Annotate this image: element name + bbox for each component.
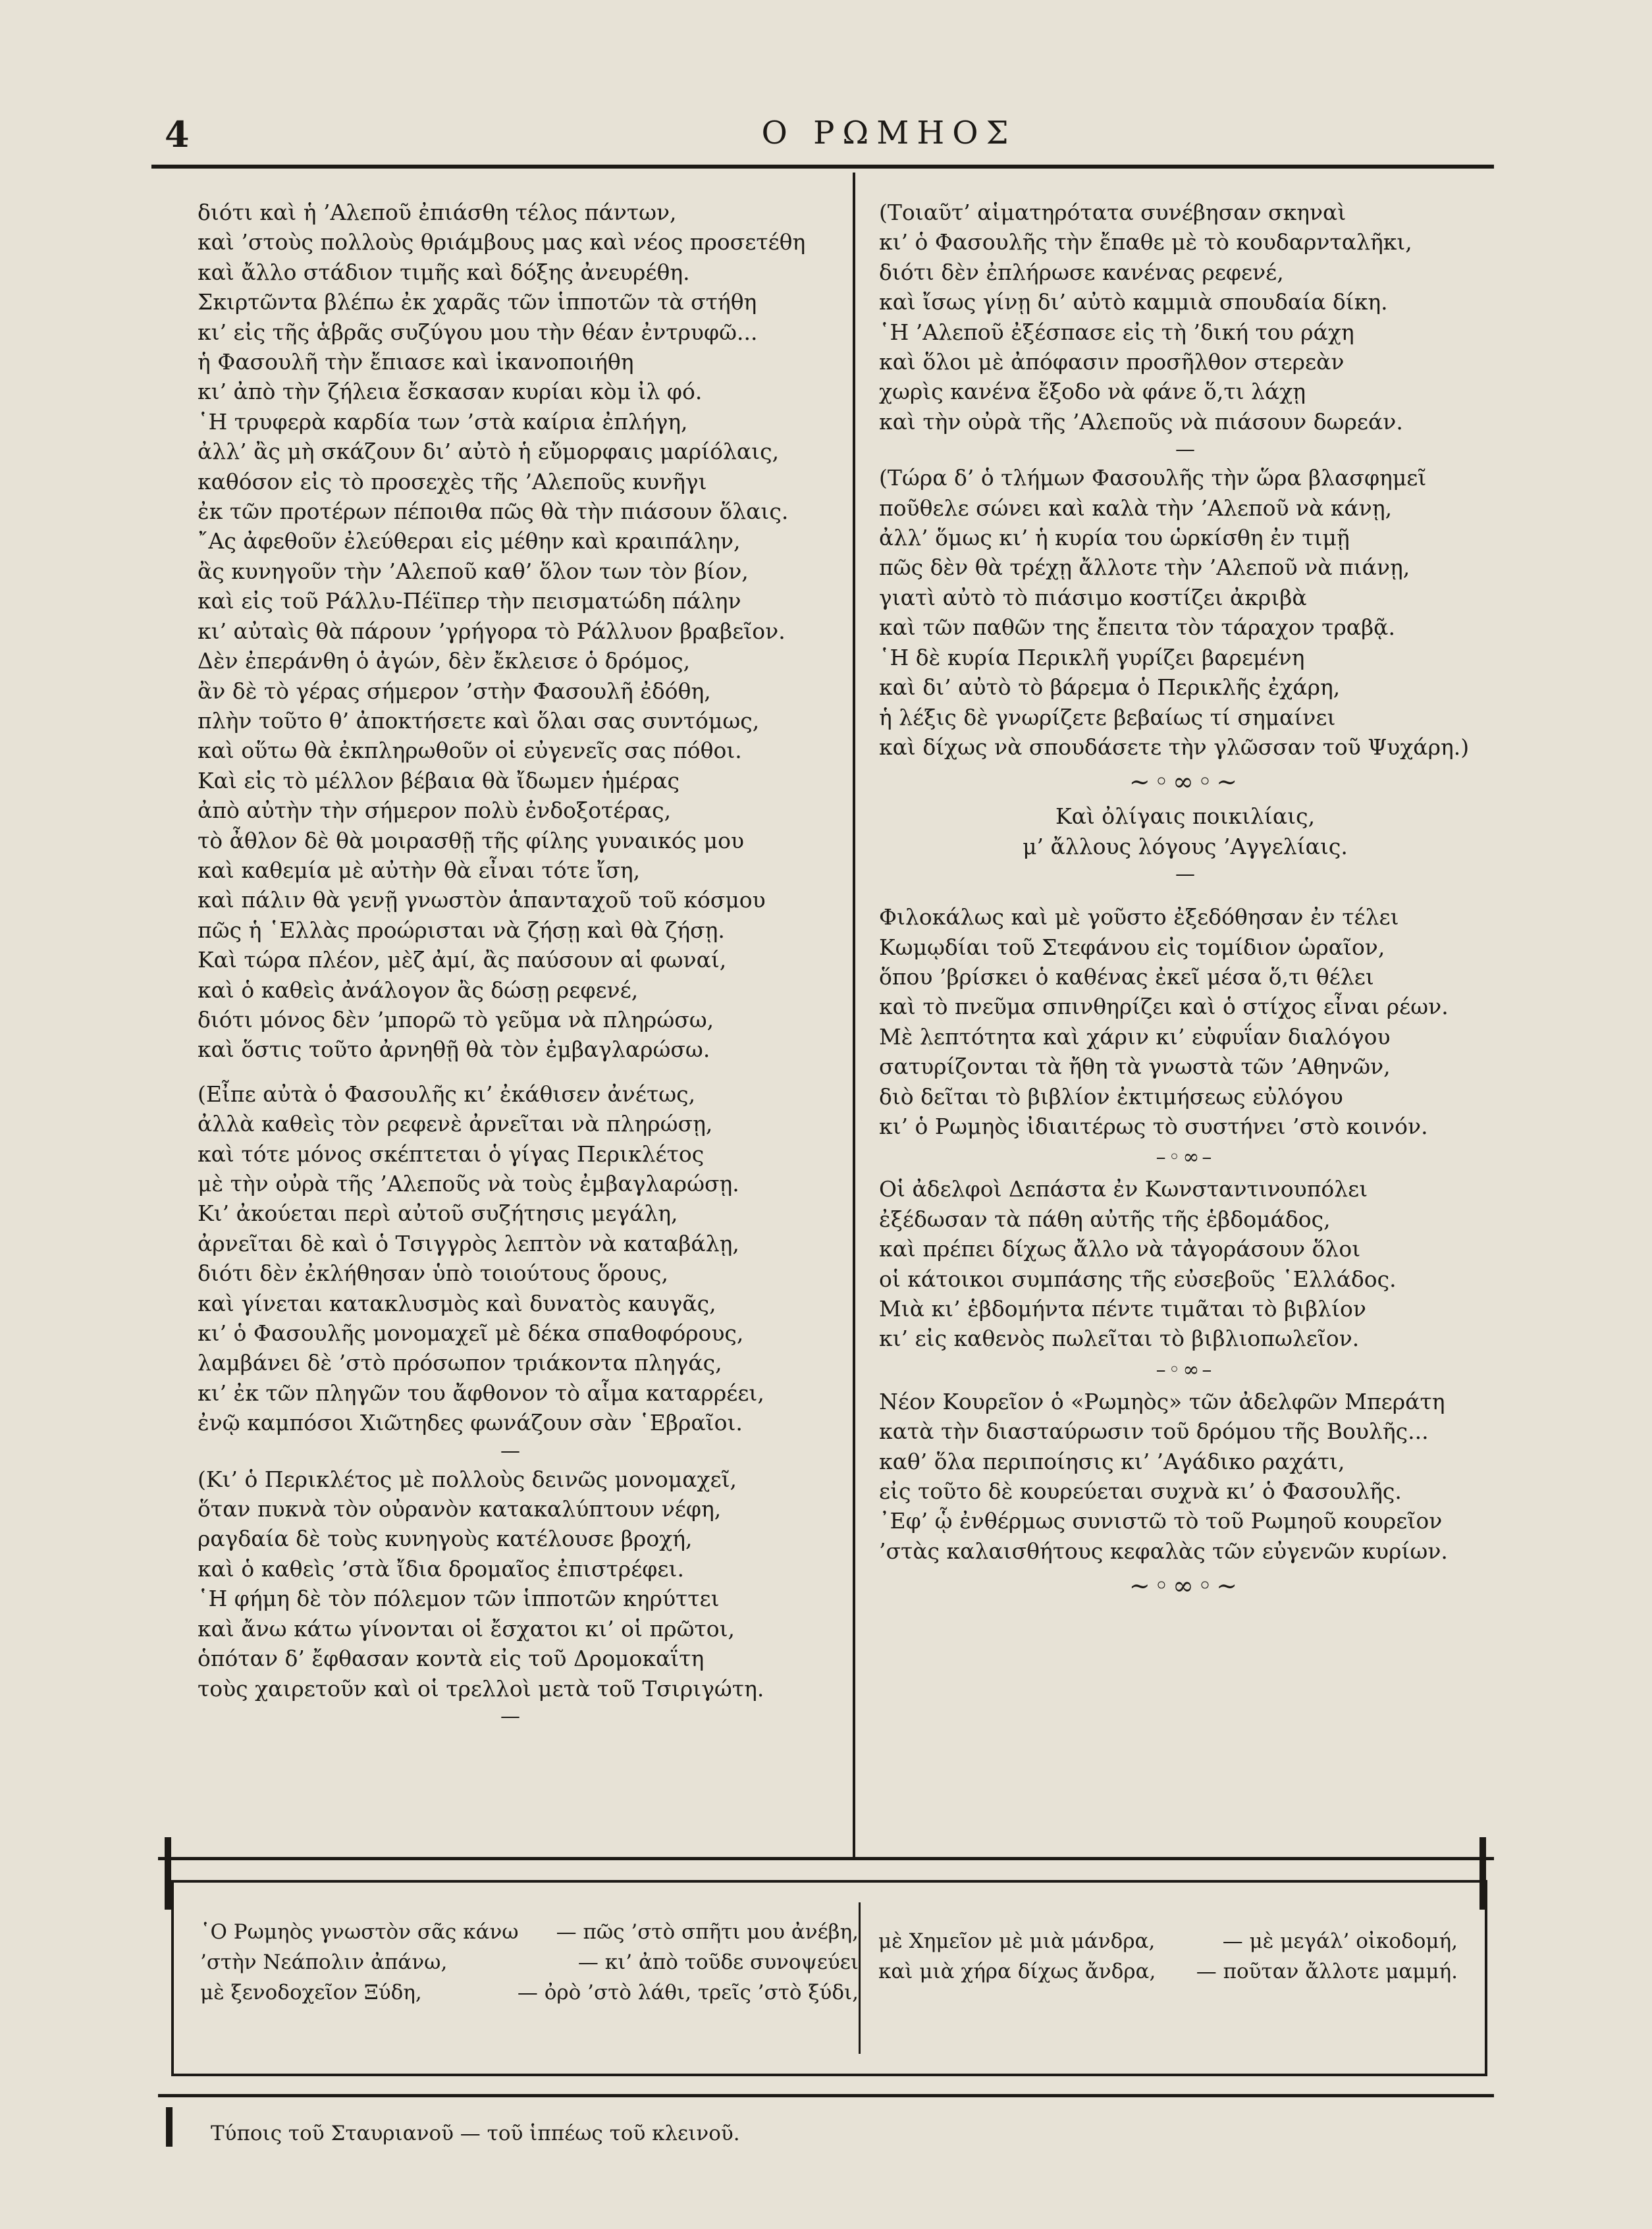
- text-line: (Εἶπε αὐτὰ ὁ Φασουλῆς κι’ ἐκάθισεν ἀνέτως,: [198, 1081, 696, 1107]
- section-dash: —: [500, 1704, 520, 1728]
- text-line: μὲ τὴν οὐρὰ τῆς ’Αλεπoῦς νὰ τοὺς ἐμβαγλαρώσῃ.: [198, 1171, 739, 1196]
- text-line: Καὶ τώρα πλέον, μὲζ ἀμί, ἂς παύσουν αἱ φωναί,: [198, 947, 727, 973]
- advertisement-right: [878, 1926, 1458, 1987]
- section-dash: —: [500, 1439, 520, 1463]
- section-dash: —: [1175, 863, 1195, 886]
- text-line: ἂς κυνηγοῦν τὴν ’Αλεπoῦ καθ’ ὅλον των τὸν βίον,: [198, 558, 749, 584]
- text-line: χωρὶς κανένα ἔξοδο νὰ φάνε ὅ,τι λάχῃ: [879, 379, 1306, 405]
- text-line: διὸ δεῖται τὸ βιβλίον ἐκτιμήσεως εὐλόγου: [879, 1083, 1343, 1110]
- text-line: οἱ κάτοικοι συμπάσης τῆς εὐσεβοῦς ῾Ελλάδος.: [879, 1266, 1397, 1292]
- text-line: κατὰ τὴν διασταύρωσιν τοῦ δρόμου τῆς Βουλῆς...: [879, 1418, 1429, 1445]
- text-line: ἀρνεῖται δὲ καὶ ὁ Τσιγγρὸς λεπτὸν νὰ καταβάλῃ,: [198, 1230, 739, 1256]
- text-line: ῾Η τρυφερὰ καρδία των ’στὰ καίρια ἐπλήγη,: [198, 408, 688, 435]
- advertisement-row: [200, 1917, 859, 1947]
- text-line: ἀλλ’ ἂς μὴ σκάζουν δι’ αὐτὸ ἡ εὔμορφαις μαρίόλαις,: [198, 439, 780, 465]
- text-line: ὁπόταν δ’ ἔφθασαν κοντὰ εἰς τοῦ Δρομοκαΐτη: [198, 1646, 705, 1672]
- text-line: κι’ ὁ Ρωμηὸς ἰδιαιτέρως τὸ συστήνει ’στὸ κοινόν.: [879, 1113, 1428, 1139]
- text-line: ’στὰς καλαισθήτους κεφαλὰς τῶν εὐγενῶν κυρίων.: [879, 1538, 1448, 1564]
- left-column: [198, 198, 823, 1730]
- text-line: μ’ ἄλλους λόγους ’Αγγελίαις.: [1023, 833, 1348, 859]
- right-column: [879, 198, 1491, 1605]
- left-stanza-3: [198, 1464, 823, 1704]
- text-line: καὶ ὁ καθεὶς ἀνάλογον ἂς δώσῃ ρεφενέ,: [198, 977, 639, 1003]
- printer-imprint: Τύποις τοῦ Σταυριανοῦ — τοῦ ἱππέως τοῦ κλεινοῦ.: [211, 2122, 740, 2145]
- text-line: καὶ πρέπει δίχως ἄλλο νὰ τἀγοράσουν ὅλοι: [879, 1236, 1361, 1262]
- text-line: ἐνῷ καμπόσοι Χιῶτηδες φωνάζουν σὰν ῾Εβραῖοι.: [198, 1410, 743, 1436]
- text-line: ῾Η φήμη δὲ τὸν πόλεμον τῶν ἱπποτῶν κηρύττει: [198, 1586, 720, 1612]
- text-line: κι’ ὁ Φασουλῆς μονομαχεῖ μὲ δέκα σπαθοφόρους,: [198, 1320, 744, 1347]
- column-divider: [853, 173, 855, 1858]
- text-line: ἡ λέξις δὲ γνωρίζετε βεβαίως τί σημαίνει: [879, 704, 1336, 730]
- text-line: σατυρίζονται τὰ ἤθη τὰ γνωστὰ τῶν ’Αθηνῶν,: [879, 1054, 1391, 1080]
- text-line: ῾Η δὲ κυρία Περικλῆ γυρίζει βαρεμένη: [879, 644, 1305, 670]
- text-line: καὶ τὴν οὐρὰ τῆς ’Αλεπoῦς νὰ πιάσουν δωρεάν.: [879, 408, 1403, 435]
- text-line: ραγδαία δὲ τοὺς κυνηγοὺς κατέλουσε βροχή,: [198, 1526, 693, 1552]
- text-line: διότι μόνος δὲν ’μπορῶ τὸ γεῦμα νὰ πληρώσω,: [198, 1006, 714, 1033]
- text-line: κι’ ὁ Φασουλῆς τὴν ἔπαθε μὲ τὸ κουδαρνταλῆκι,: [879, 229, 1412, 255]
- advertisement-text: καὶ μιὰ χήρα δίχως ἄνδρα,: [878, 1960, 1156, 1983]
- advertisement-row: [878, 1956, 1458, 1987]
- text-line: καὶ ’στοὺς πολλοὺς θριάμβους μας καὶ νέος προσετέθη: [198, 229, 806, 255]
- text-line: διότι δὲν ἐκλήθησαν ὑπὸ τοιούτους ὅρους,: [198, 1260, 668, 1287]
- masthead-title: Ο ΡΩΜΗΟΣ: [761, 115, 1017, 151]
- text-line: λαμβάνει δὲ ’στὸ πρόσωπον τριάκοντα πληγάς,: [198, 1350, 722, 1376]
- advertisement-left: [200, 1917, 859, 2008]
- text-line: καὶ τῶν παθῶν της ἔπειτα τὸν τάραχον τραβᾷ.: [879, 614, 1395, 641]
- text-line: ὅπου ’βρίσκει ὁ καθένας ἐκεῖ μέσα ὅ,τι θέλει: [879, 963, 1374, 990]
- text-line: Καὶ εἰς τὸ μέλλον βέβαια θὰ ἴδωμεν ἡμέρας: [198, 767, 679, 793]
- section-dash: —: [1175, 438, 1195, 462]
- text-line: Κι’ ἀκούεται περὶ αὐτοῦ συζήτησις μεγάλη,: [198, 1200, 678, 1227]
- text-line: τὸ ἆθλον δὲ θὰ μοιρασθῇ τῆς φίλης γυναικός μου: [198, 827, 745, 853]
- text-line: ἂν δὲ τὸ γέρας σήμερον ’στὴν Φασουλῆ ἐδόθη,: [198, 678, 711, 704]
- text-line: ἀπὸ αὐτὴν τὴν σήμερον πολὺ ἐνδοξοτέρας,: [198, 797, 672, 824]
- text-line: διότι δὲν ἐπλήρωσε κανένας ρεφενέ,: [879, 259, 1284, 285]
- text-line: πῶς ἡ ῾Ελλὰς προώρισται νὰ ζήσῃ καὶ θὰ ζήσῃ.: [198, 917, 725, 943]
- text-line: καὶ δι’ αὐτὸ τὸ βάρεμα ὁ Περικλῆς ἐχάρη,: [879, 674, 1341, 701]
- text-line: πῶς δὲν θὰ τρέχῃ ἄλλοτε τὴν ’Αλεπoῦ νὰ πιάνῃ,: [879, 554, 1410, 581]
- frame-bar-left: [165, 1837, 171, 1910]
- text-line: καθόσον εἰς τὸ προσεχὲς τῆς ’Αλεπoῦς κυνῆγι: [198, 468, 707, 495]
- text-line: κι’ ἐκ τῶν πληγῶν του ἄφθονον τὸ αἷμα καταρρέει,: [198, 1380, 764, 1406]
- text-line: πλὴν τοῦτο θ’ ἀποκτήσετε καὶ ὅλαι σας συντόμως,: [198, 707, 760, 734]
- text-line: (Κι’ ὁ Περικλέτος μὲ πολλοὺς δεινῶς μονομαχεῖ,: [198, 1466, 737, 1492]
- text-line: καὶ ὁ καθεὶς ’στὰ ἴδια δρομαῖος ἐπιστρέφει.: [198, 1555, 684, 1582]
- text-line: καὶ ὅστις τοῦτο ἀρνηθῇ θὰ τὸν ἐμβαγλαρώσω.: [198, 1036, 710, 1063]
- ornament-divider: ~◦∞◦~: [1129, 767, 1242, 797]
- small-ornament: –◦∞–: [1156, 1146, 1215, 1169]
- box-rule-top: [158, 1857, 1494, 1860]
- advertisement-text: ῾Ο Ρωμηὸς γνωστὸν σᾶς κάνω: [200, 1920, 519, 1944]
- text-line: καθ’ ὅλα περιποίησις κι’ ’Αγάδικο ραχάτι,: [879, 1448, 1345, 1474]
- notice-1: [879, 902, 1491, 1141]
- text-line: ἐκ τῶν προτέρων πέποιθα πῶς θὰ τὴν πιάσουν ὅλαις.: [198, 498, 789, 525]
- advertisement-text: — κι’ ἀπὸ τοῦδε συνοψεύει: [577, 1950, 859, 1974]
- advertisement-text: — ὀρὸ ’στὸ λάθι, τρεῖς ’στὸ ξύδι,: [517, 1981, 859, 2004]
- right-stanza-2: [879, 463, 1491, 762]
- text-line: ἀλλ’ ὅμως κι’ ἡ κυρία του ὡρκίσθη ἐν τιμῇ: [879, 525, 1350, 551]
- text-line: καὶ ἄνω κάτω γίνονται οἱ ἔσχατοι κι’ οἱ πρῶτοι,: [198, 1615, 735, 1642]
- text-line: καὶ τὸ πνεῦμα σπινθηρίζει καὶ ὁ στίχος εἶναι ρέων.: [879, 994, 1449, 1020]
- text-line: κι’ εἰς καθενὸς πωλεῖται τὸ βιβλιοπωλεῖον.: [879, 1326, 1360, 1352]
- text-line: καὶ ὅλοι μὲ ἀπόφασιν προσῆλθον στερεὰν: [879, 349, 1345, 375]
- text-line: εἰς τοῦτο δὲ κουρεύεται συχνὰ κι’ ὁ Φασουλῆς.: [879, 1478, 1402, 1505]
- text-line: καὶ πάλιν θὰ γενῇ γνωστὸν ἁπανταχοῦ τοῦ κόσμου: [198, 887, 766, 913]
- box-divider: [859, 1902, 861, 2054]
- advertisement-box: [171, 1880, 1487, 2076]
- right-stanza-1: [879, 198, 1491, 437]
- text-line: καὶ δίχως νὰ σπουδάσετε τὴν γλῶσσαν τοῦ Ψυχάρη.): [879, 734, 1470, 760]
- advertisement-row: [200, 1977, 859, 2008]
- text-line: Δὲν ἐπεράνθη ὁ ἀγών, δὲν ἔκλεισε ὁ δρόμος,: [198, 648, 691, 674]
- text-line: Μιὰ κι’ ἑβδομήντα πέντε τιμᾶται τὸ βιβλίον: [879, 1296, 1366, 1322]
- text-line: ἀλλὰ καθεὶς τὸν ρεφενὲ ἀρνεῖται νὰ πληρώσῃ,: [198, 1111, 713, 1137]
- advertisement-row: [200, 1947, 859, 1977]
- small-ornament: –◦∞–: [1156, 1358, 1215, 1382]
- text-line: ἐξέδωσαν τὰ πάθη αὐτῆς τῆς ἑβδομάδος,: [879, 1206, 1331, 1232]
- advertisement-text: ’στὴν Νεάπολιν ἀπάνω,: [200, 1950, 448, 1974]
- text-line: ἡ Φασουλῆ τὴν ἔπιασε καὶ ἱκανοποιήθη: [198, 349, 634, 375]
- advertisement-text: μὲ Χημεῖον μὲ μιὰ μάνδρα,: [878, 1929, 1156, 1953]
- text-line: καὶ οὕτω θὰ ἐκπληρωθοῦν οἱ εὐγενεῖς σας πόθοι.: [198, 738, 742, 764]
- left-stanza-1: [198, 198, 823, 1065]
- notice-2: [879, 1174, 1491, 1353]
- text-line: καὶ ἄλλο στάδιον τιμῆς καὶ δόξης ἀνευρέθη.: [198, 259, 690, 285]
- text-line: ῾Η ’Αλεπoῦ ἐξέσπασε εἰς τὴ ’δική του ράχη: [879, 319, 1354, 345]
- advertisement-text: — πῶς ’στὸ σπῆτι μου ἀνέβη,: [556, 1920, 859, 1944]
- text-line: διότι καὶ ἡ ’Αλεπoῦ ἐπιάσθη τέλος πάντων,: [198, 200, 677, 225]
- text-line: κι’ ἀπὸ τὴν ζήλεια ἔσκασαν κυρίαι κὸμ ἰλ φό.: [198, 379, 703, 405]
- notice-3: [879, 1387, 1491, 1566]
- text-line: ῎Ας ἀφεθοῦν ἐλεύθεραι εἰς μέθην καὶ κραιπάλην,: [198, 528, 741, 554]
- text-line: (Τοιαῦτ’ αἱματηρότατα συνέβησαν σκηναὶ: [879, 200, 1346, 225]
- text-line: τοὺς χαιρετοῦν καὶ οἱ τρελλοὶ μετὰ τοῦ Τσιριγώτη.: [198, 1675, 764, 1702]
- header-rule: [151, 165, 1494, 169]
- text-line: Σκιρτῶντα βλέπω ἐκ χαρᾶς τῶν ἱπποτῶν τὰ στήθη: [198, 289, 757, 315]
- text-line: καὶ γίνεται κατακλυσμὸς καὶ δυνατὸς καυγᾶς,: [198, 1290, 716, 1316]
- text-line: Καὶ ὀλίγαις ποικιλίαις,: [1055, 803, 1316, 830]
- text-line: καὶ εἰς τοῦ Ράλλυ-Πέϊπερ τὴν πεισματώδη πάλην: [198, 588, 741, 614]
- text-line: κι’ εἰς τῆς ἁβρᾶς συζύγου μου τὴν θέαν ἐντρυφῶ...: [198, 319, 758, 345]
- text-line: κι’ αὐταὶς θὰ πάρουν ’γρήγορα τὸ Ράλλυον βραβεῖον.: [198, 618, 786, 644]
- advertisement-row: [878, 1926, 1458, 1956]
- ornament-divider: ~◦∞◦~: [1129, 1571, 1242, 1601]
- advertisement-text: μὲ ξενοδοχεῖον Ξύδη,: [200, 1981, 422, 2004]
- left-stanza-2: [198, 1079, 823, 1438]
- text-line: ποῦθελε σώνει καὶ καλὰ τὴν ’Αλεπoῦ νὰ κάνῃ,: [879, 495, 1393, 521]
- text-line: καὶ καθεμία μὲ αὐτὴν θὰ εἶναι τότε ἴση,: [198, 857, 641, 883]
- page-number: 4: [165, 113, 190, 155]
- text-line: Κωμῳδίαι τοῦ Στεφάνου εἰς τομίδιον ὡραῖον,: [879, 934, 1385, 960]
- text-line: καὶ τότε μόνος σκέπτεται ὁ γίγας Περικλέτος: [198, 1141, 705, 1167]
- text-line: Νέον Κουρεῖον ὁ «Ρωμηὸς» τῶν ἀδελφῶν Μπεράτη: [879, 1388, 1445, 1414]
- text-line: ᾿Εφ’ ᾧ ἐνθέρμως συνιστῶ τὸ τοῦ Ρωμηοῦ κουρεῖον: [879, 1508, 1443, 1534]
- text-line: ὅταν πυκνὰ τὸν οὐρανὸν κατακαλύπτουν νέφη,: [198, 1496, 722, 1522]
- text-line: γιατὶ αὐτὸ τὸ πιάσιμο κοστίζει ἀκριβὰ: [879, 584, 1307, 610]
- text-line: Φιλοκάλως καὶ μὲ γοῦστο ἐξεδόθησαν ἐν τέλει: [879, 904, 1399, 930]
- text-line: καὶ ἴσως γίνῃ δι’ αὐτὸ καμμιὰ σπουδαία δίκη.: [879, 289, 1388, 315]
- text-line: Οἱ ἀδελφοὶ Δεπάστα ἐν Κωνσταντινουπόλει: [879, 1176, 1368, 1202]
- advertisement-text: — μὲ μεγάλ’ οἰκοδομή,: [1222, 1929, 1458, 1953]
- box-rule-bottom: [158, 2094, 1494, 2097]
- text-line: Μὲ λεπτότητα καὶ χάριν κι’ εὐφυΐαν διαλόγου: [879, 1023, 1391, 1050]
- advertisement-text: — ποῦταν ἄλλοτε μαμμή.: [1196, 1960, 1458, 1983]
- imprint-bar: [166, 2107, 173, 2147]
- couplet: [879, 801, 1491, 861]
- text-line: (Τώρα δ’ ὁ τλήμων Φασουλῆς τὴν ὥρα βλασφημεῖ: [879, 465, 1427, 491]
